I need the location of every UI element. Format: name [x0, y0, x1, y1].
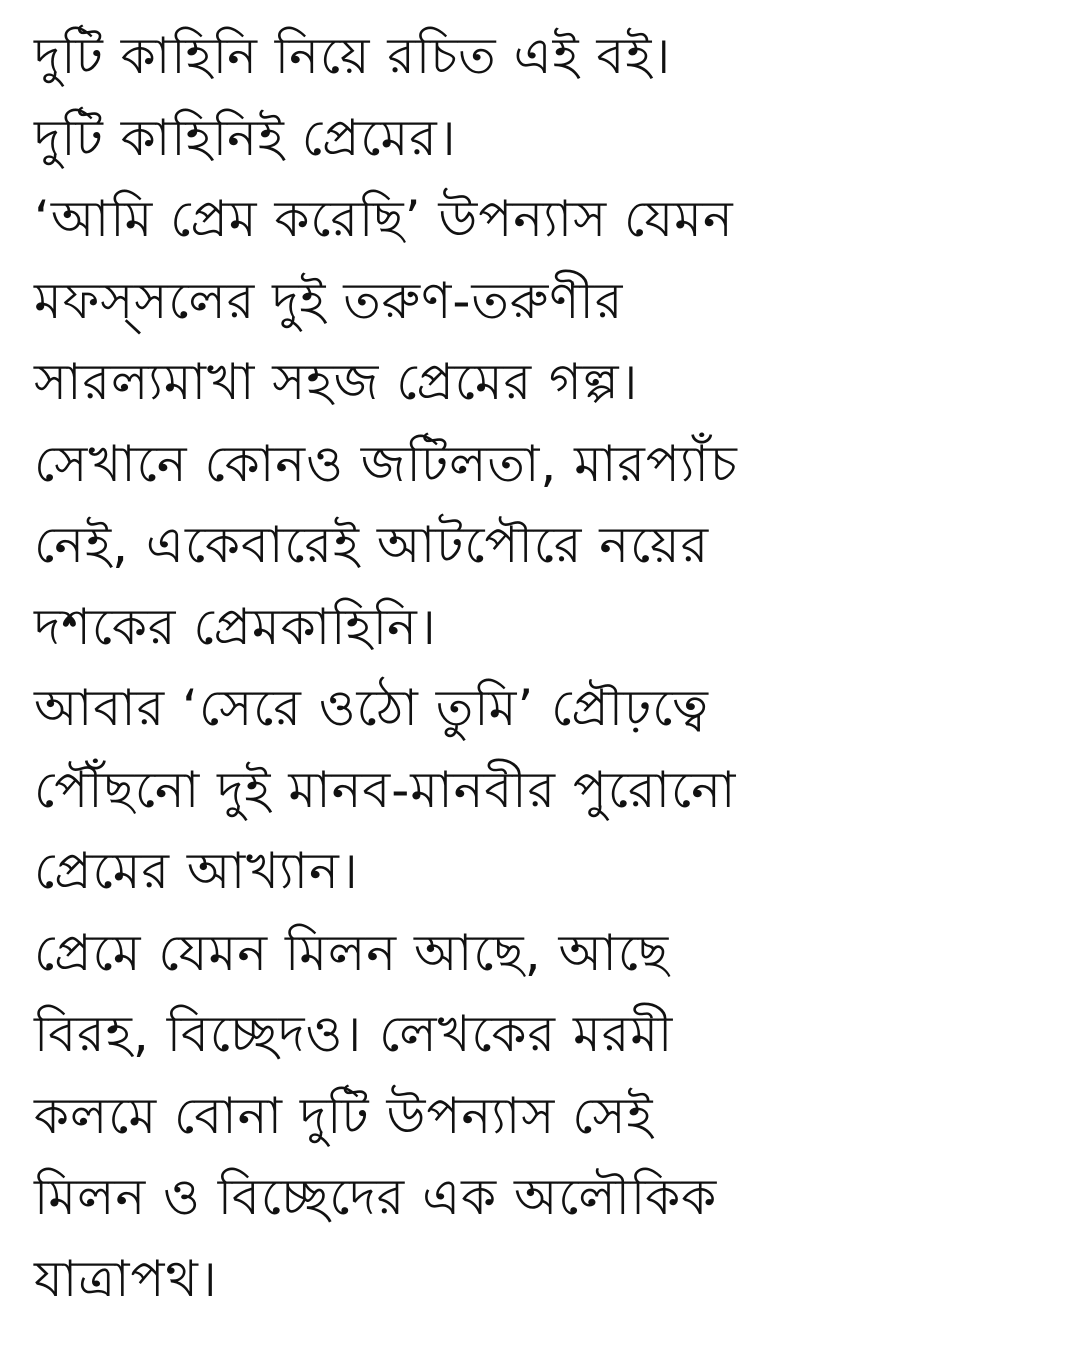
blurb-line-10: পৌঁছনো দুই মানব-মানবীর পুরোনো	[34, 760, 737, 819]
blurb-line-13: বিরহ, বিচ্ছেদও। লেখকের মরমী	[34, 1005, 674, 1063]
blurb-line-14: কলমে বোনা দুটি উপন্যাস সেই	[34, 1086, 654, 1145]
blurb-line-6: সেখানে কোনও জটিলতা, মারপ্যাঁচ	[34, 434, 738, 493]
blurb-line-3: ‘আমি প্রেম করেছি’ উপন্যাস যেমন	[34, 190, 734, 248]
blurb-text	[34, 16, 1044, 1320]
blurb-line-1: দুটি কাহিনি নিয়ে রচিত এই বই।	[34, 27, 672, 85]
blurb-line-11: প্রেমের আখ্যান।	[34, 842, 359, 900]
blurb-line-12: প্রেমে যেমন মিলন আছে, আছে	[34, 923, 670, 982]
blurb-line-2: দুটি কাহিনিই প্রেমের।	[34, 108, 457, 167]
blurb-line-5: সারল্যমাখা সহজ প্রেমের গল্প।	[34, 353, 639, 411]
blurb-line-8: দশকের প্রেমকাহিনি।	[34, 597, 437, 656]
blurb-line-15: মিলন ও বিচ্ছেদের এক অলৌকিক	[34, 1168, 718, 1226]
blurb-line-4: মফস্‌সলের দুই তরুণ-তরুণীর	[34, 271, 624, 330]
blurb-line-9: আবার ‘সেরে ওঠো তুমি’ প্রৌঢ়ত্বে	[34, 679, 709, 737]
blurb-line-7: নেই, একেবারেই আটপৌরে নয়ের	[34, 516, 710, 574]
blurb-line-16: যাত্রাপথ।	[34, 1249, 218, 1308]
